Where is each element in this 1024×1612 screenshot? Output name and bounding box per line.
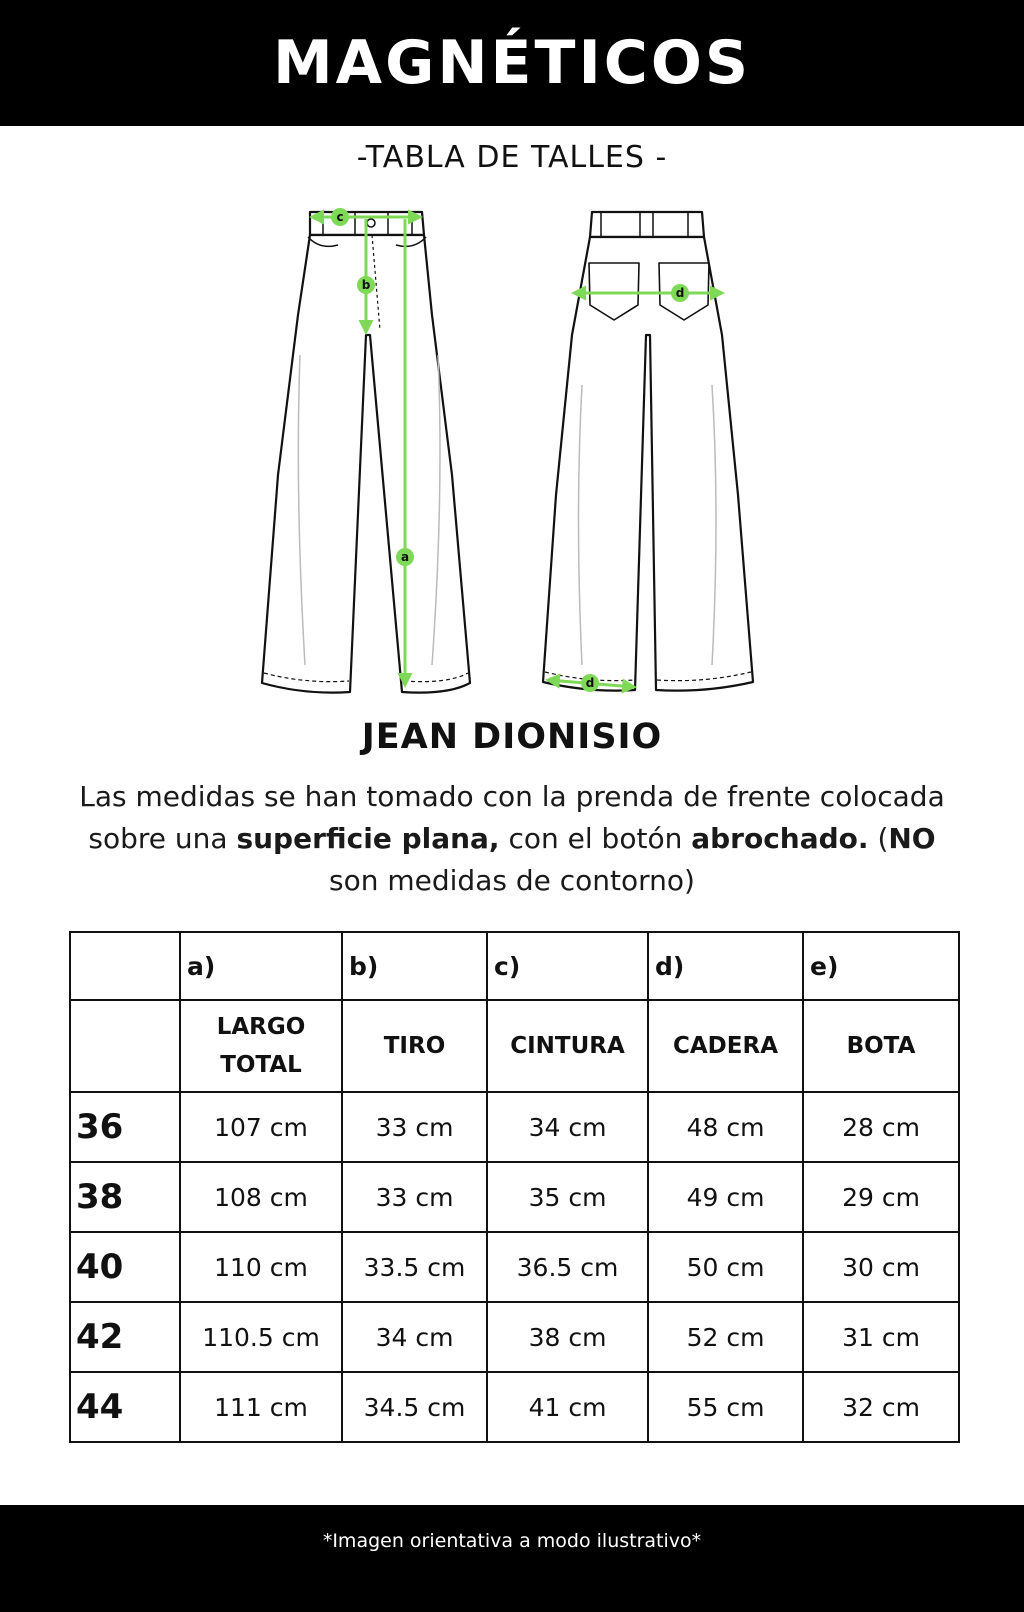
empty-corner <box>70 932 180 1000</box>
size-label: 38 <box>70 1162 180 1232</box>
badge-d-hem: d <box>585 676 595 690</box>
column-name: BOTA <box>803 1000 959 1092</box>
brand-title: MAGNÉTICOS <box>272 28 752 98</box>
footer-banner <box>0 1505 1024 1612</box>
table-cell: 108 cm <box>180 1162 342 1232</box>
table-cell: 41 cm <box>487 1372 648 1442</box>
back-jeans-drawing <box>543 212 753 691</box>
table-cell: 36.5 cm <box>487 1232 648 1302</box>
product-name: JEAN DIONISIO <box>361 717 663 757</box>
column-letter: b) <box>342 932 487 1000</box>
badge-a: a <box>400 550 410 564</box>
column-name: LARGO TOTAL <box>180 1000 342 1092</box>
table-row-letters <box>70 932 959 1000</box>
badge-d-hip: d <box>675 286 685 300</box>
table-cell: 55 cm <box>648 1372 803 1442</box>
column-name: TIRO <box>342 1000 487 1092</box>
size-label: 44 <box>70 1372 180 1442</box>
table-cell: 33 cm <box>342 1162 487 1232</box>
size-label: 42 <box>70 1302 180 1372</box>
table-cell: 38 cm <box>487 1302 648 1372</box>
table-cell: 111 cm <box>180 1372 342 1442</box>
table-cell: 52 cm <box>648 1302 803 1372</box>
column-letter: a) <box>180 932 342 1000</box>
table-row <box>70 1162 959 1232</box>
table-cell: 110.5 cm <box>180 1302 342 1372</box>
table-cell: 32 cm <box>803 1372 959 1442</box>
table-cell: 33 cm <box>342 1092 487 1162</box>
table-cell: 29 cm <box>803 1162 959 1232</box>
badge-c: c <box>336 210 344 224</box>
table-cell: 107 cm <box>180 1092 342 1162</box>
footer-disclaimer: *Imagen orientativa a modo ilustrativo* <box>322 1530 702 1552</box>
table-cell: 48 cm <box>648 1092 803 1162</box>
table-cell: 34.5 cm <box>342 1372 487 1442</box>
badge-b: b <box>361 278 371 292</box>
table-cell: 110 cm <box>180 1232 342 1302</box>
column-name: CINTURA <box>487 1000 648 1092</box>
column-letter: e) <box>803 932 959 1000</box>
table-cell: 34 cm <box>487 1092 648 1162</box>
table-cell: 28 cm <box>803 1092 959 1162</box>
table-cell: 34 cm <box>342 1302 487 1372</box>
empty-corner <box>70 1000 180 1092</box>
table-row <box>70 1092 959 1162</box>
table-row <box>70 1302 959 1372</box>
table-row <box>70 1372 959 1442</box>
jeans-illustration <box>0 195 1024 715</box>
table-cell: 35 cm <box>487 1162 648 1232</box>
table-cell: 49 cm <box>648 1162 803 1232</box>
table-cell: 33.5 cm <box>342 1232 487 1302</box>
table-cell: 30 cm <box>803 1232 959 1302</box>
table-cell: 31 cm <box>803 1302 959 1372</box>
column-letter: c) <box>487 932 648 1000</box>
table-row <box>70 1232 959 1302</box>
size-label: 40 <box>70 1232 180 1302</box>
size-label: 36 <box>70 1092 180 1162</box>
table-cell: 50 cm <box>648 1232 803 1302</box>
column-letter: d) <box>648 932 803 1000</box>
table-row-names <box>70 1000 959 1092</box>
column-name: CADERA <box>648 1000 803 1092</box>
size-chart-subtitle: -TABLA DE TALLES - <box>356 140 668 175</box>
size-table <box>69 931 960 1443</box>
measurement-note: Las medidas se han tomado con la prenda de frente colocada sobre una superficie plana, con el botón abrochado. (NO son medidas de contorno) <box>79 780 945 897</box>
